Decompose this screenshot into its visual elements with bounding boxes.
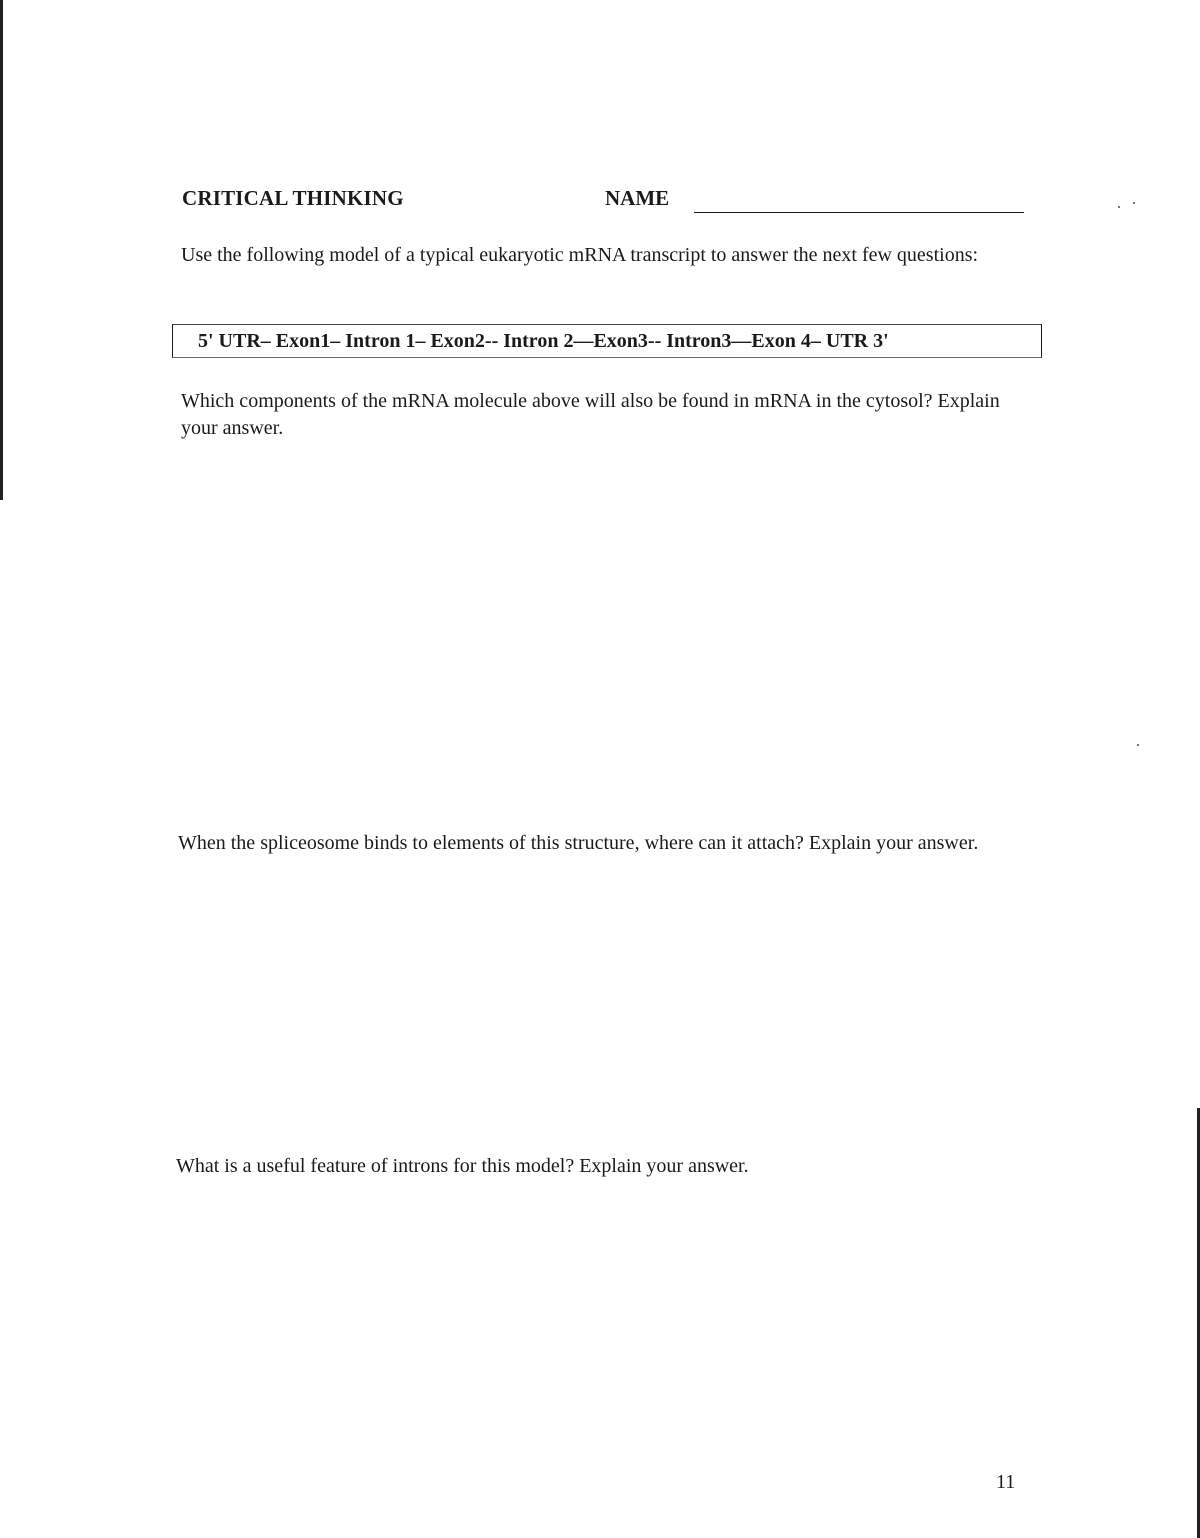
scan-speck (1133, 202, 1135, 204)
question-1: Which components of the mRNA molecule above will also be found in mRNA in the cytosol? Explain your answer. (181, 390, 1000, 439)
worksheet-header (182, 186, 1027, 218)
mrna-model-text: 5' UTR– Exon1– Intron 1– Exon2-- Intron 2—Exon3-- Intron3—Exon 4– UTR 3' (198, 330, 889, 352)
scan-edge-left (0, 0, 3, 500)
scan-speck (1137, 744, 1139, 746)
section-title: CRITICAL THINKING (182, 186, 404, 210)
scan-speck (1118, 206, 1120, 208)
question-2: When the spliceosome binds to elements of this structure, where can it attach? Explain your answer. (178, 832, 979, 854)
name-blank-line[interactable] (694, 212, 1024, 213)
question-3: What is a useful feature of introns for this model? Explain your answer. (176, 1155, 749, 1177)
mrna-model-box (172, 324, 1042, 358)
page-number: 11 (996, 1471, 1016, 1493)
intro-text: Use the following model of a typical eukaryotic mRNA transcript to answer the next few questions: (181, 244, 979, 266)
name-label: NAME (605, 186, 670, 210)
